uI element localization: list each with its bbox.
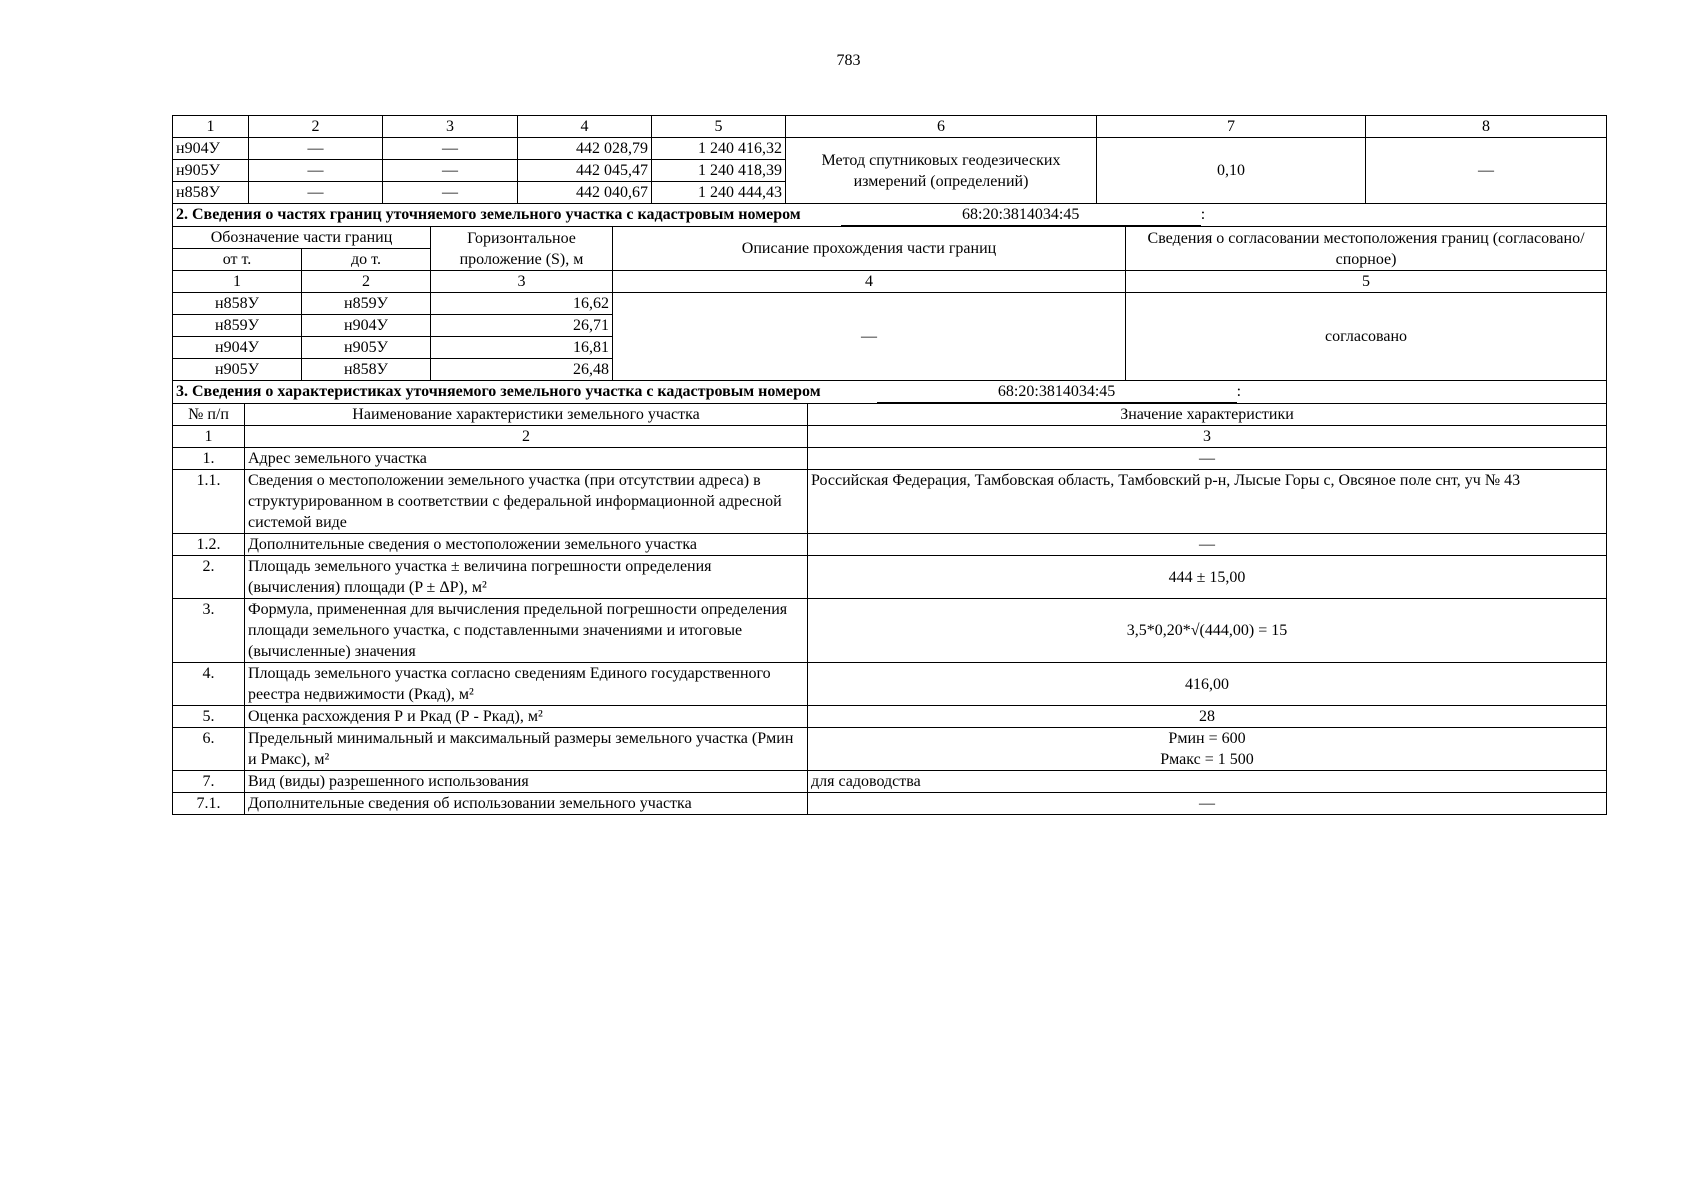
agreement-header: Сведения о согласовании местоположения границ (согласовано/спорное): [1126, 227, 1607, 271]
characteristic-value: —: [808, 793, 1607, 815]
cell: —: [249, 160, 383, 182]
row-number: 7.1.: [173, 793, 245, 815]
section-2-title-text: 2. Сведения о частях границ уточняемого земельного участка с кадастровым номером: [176, 206, 801, 223]
cell: —: [249, 138, 383, 160]
document-sheet: [172, 115, 1606, 815]
characteristic-name: Дополнительные сведения об использовании земельного участка: [245, 793, 808, 815]
column-number: 2: [302, 271, 431, 293]
section-3-title: [173, 381, 1607, 404]
cell: —: [383, 138, 518, 160]
table-row: [173, 448, 1607, 470]
header-cell: 8: [1366, 116, 1607, 138]
table-row: [173, 706, 1607, 728]
to-point: н858У: [302, 359, 431, 381]
name-header: Наименование характеристики земельного участка: [245, 404, 808, 426]
characteristic-value: 3,5*0,20*√(444,00) = 15: [808, 599, 1607, 663]
row-number: 5.: [173, 706, 245, 728]
table-row: [173, 534, 1607, 556]
table-row: [173, 470, 1607, 534]
row-number: 7.: [173, 771, 245, 793]
from-point: н859У: [173, 315, 302, 337]
column-number: 3: [431, 271, 613, 293]
boundary-parts-table: [172, 203, 1607, 381]
header-cell: 1: [173, 116, 249, 138]
page-number: 783: [836, 52, 861, 69]
header-row: [173, 227, 1607, 249]
x-coordinate: 442 045,47: [518, 160, 652, 182]
row-number: 6.: [173, 728, 245, 771]
characteristic-name: Площадь земельного участка ± величина погрешности определения (вычисления) площади (P ± ΔP), м²: [245, 556, 808, 599]
from-point: н905У: [173, 359, 302, 381]
row-number: 1.1.: [173, 470, 245, 534]
characteristic-name: Сведения о местоположении земельного участка (при отсутствии адреса) в структурированном в соответствии с федеральной информационной адресной системой виде: [245, 470, 808, 534]
x-coordinate: 442 028,79: [518, 138, 652, 160]
column-number: 5: [1126, 271, 1607, 293]
point-name: н905У: [173, 160, 249, 182]
column-number: 1: [173, 271, 302, 293]
coordinates-table: [172, 115, 1607, 204]
column-number: 4: [613, 271, 1126, 293]
cadastral-number: 68:20:3814034:45: [877, 381, 1237, 403]
to-point: н859У: [302, 293, 431, 315]
cadastral-number: 68:20:3814034:45: [841, 204, 1201, 226]
x-coordinate: 442 040,67: [518, 182, 652, 204]
table-row: [173, 793, 1607, 815]
part-designation-header: Обозначение части границ: [173, 227, 431, 249]
point-name: н858У: [173, 182, 249, 204]
horizontal-distance: 26,48: [431, 359, 613, 381]
from-point: н858У: [173, 293, 302, 315]
method-cell: Метод спутниковых геодезических измерений (определений): [786, 138, 1097, 204]
column-number: 2: [245, 426, 808, 448]
section-3-title-text: 3. Сведения о характеристиках уточняемого земельного участка с кадастровым номером: [176, 383, 821, 400]
row-number: 3.: [173, 599, 245, 663]
row-number: 4.: [173, 663, 245, 706]
table-row: [173, 293, 1607, 315]
characteristic-name: Площадь земельного участка согласно сведениям Единого государственного реестра недвижимости (Ркад), м²: [245, 663, 808, 706]
row-number: 1.2.: [173, 534, 245, 556]
max-size-value: Рмакс = 1 500: [1160, 751, 1254, 768]
y-coordinate: 1 240 416,32: [652, 138, 786, 160]
cell: —: [249, 182, 383, 204]
col8-cell: —: [1366, 138, 1607, 204]
column-number: 1: [173, 426, 245, 448]
cell: —: [383, 182, 518, 204]
y-coordinate: 1 240 444,43: [652, 182, 786, 204]
characteristic-name: Оценка расхождения Р и Ркад (Р - Ркад), м²: [245, 706, 808, 728]
column-number-row: [173, 426, 1607, 448]
to-point: н904У: [302, 315, 431, 337]
characteristic-value: для садоводства: [808, 771, 1607, 793]
header-cell: 3: [383, 116, 518, 138]
header-cell: 5: [652, 116, 786, 138]
horizontal-header: Горизонтальное проложение (S), м: [431, 227, 613, 271]
header-cell: 4: [518, 116, 652, 138]
to-point: н905У: [302, 337, 431, 359]
horizontal-distance: 16,62: [431, 293, 613, 315]
from-point: н904У: [173, 337, 302, 359]
section-title-row: [173, 381, 1607, 404]
header-cell: 6: [786, 116, 1097, 138]
table-row: [173, 138, 1607, 160]
y-coordinate: 1 240 418,39: [652, 160, 786, 182]
accuracy-cell: 0,10: [1097, 138, 1366, 204]
characteristic-name: Вид (виды) разрешенного использования: [245, 771, 808, 793]
row-number: 1.: [173, 448, 245, 470]
characteristic-name: Адрес земельного участка: [245, 448, 808, 470]
characteristic-name: Формула, примененная для вычисления предельной погрешности определения площади земельного участка, с подставленными значениями и итоговые (вычисленные) значения: [245, 599, 808, 663]
characteristic-value: Российская Федерация, Тамбовская область, Тамбовский р-н, Лысые Горы с, Овсяное поле снт, уч № 43: [808, 470, 1607, 534]
characteristic-value: 28: [808, 706, 1607, 728]
table-row: [173, 663, 1607, 706]
header-row: [173, 404, 1607, 426]
column-number-row: [173, 271, 1607, 293]
characteristic-value: —: [808, 534, 1607, 556]
characteristic-value: —: [808, 448, 1607, 470]
header-cell: 7: [1097, 116, 1366, 138]
table-row: [173, 728, 1607, 771]
characteristic-name: Предельный минимальный и максимальный размеры земельного участка (Рмин и Рмакс), м²: [245, 728, 808, 771]
cell: —: [383, 160, 518, 182]
characteristics-table: [172, 380, 1607, 815]
header-cell: 2: [249, 116, 383, 138]
table-row: [173, 599, 1607, 663]
title-suffix: :: [1236, 383, 1242, 400]
value-header: Значение характеристики: [808, 404, 1607, 426]
characteristic-value-pair: [808, 728, 1607, 771]
table-row: [173, 771, 1607, 793]
point-name: н904У: [173, 138, 249, 160]
from-header: от т.: [173, 249, 302, 271]
horizontal-distance: 26,71: [431, 315, 613, 337]
description-value: —: [613, 293, 1126, 381]
column-number: 3: [808, 426, 1607, 448]
section-2-title: [173, 204, 1607, 227]
table-row: [173, 556, 1607, 599]
coordinates-header-row: [173, 116, 1607, 138]
section-title-row: [173, 204, 1607, 227]
min-size-value: Рмин = 600: [1168, 730, 1246, 747]
title-suffix: :: [1200, 206, 1206, 223]
characteristic-name: Дополнительные сведения о местоположении земельного участка: [245, 534, 808, 556]
row-number: 2.: [173, 556, 245, 599]
description-header: Описание прохождения части границ: [613, 227, 1126, 271]
num-header: № п/п: [173, 404, 245, 426]
characteristic-value: 416,00: [808, 663, 1607, 706]
to-header: до т.: [302, 249, 431, 271]
characteristic-value: 444 ± 15,00: [808, 556, 1607, 599]
horizontal-distance: 16,81: [431, 337, 613, 359]
agreement-value: согласовано: [1126, 293, 1607, 381]
